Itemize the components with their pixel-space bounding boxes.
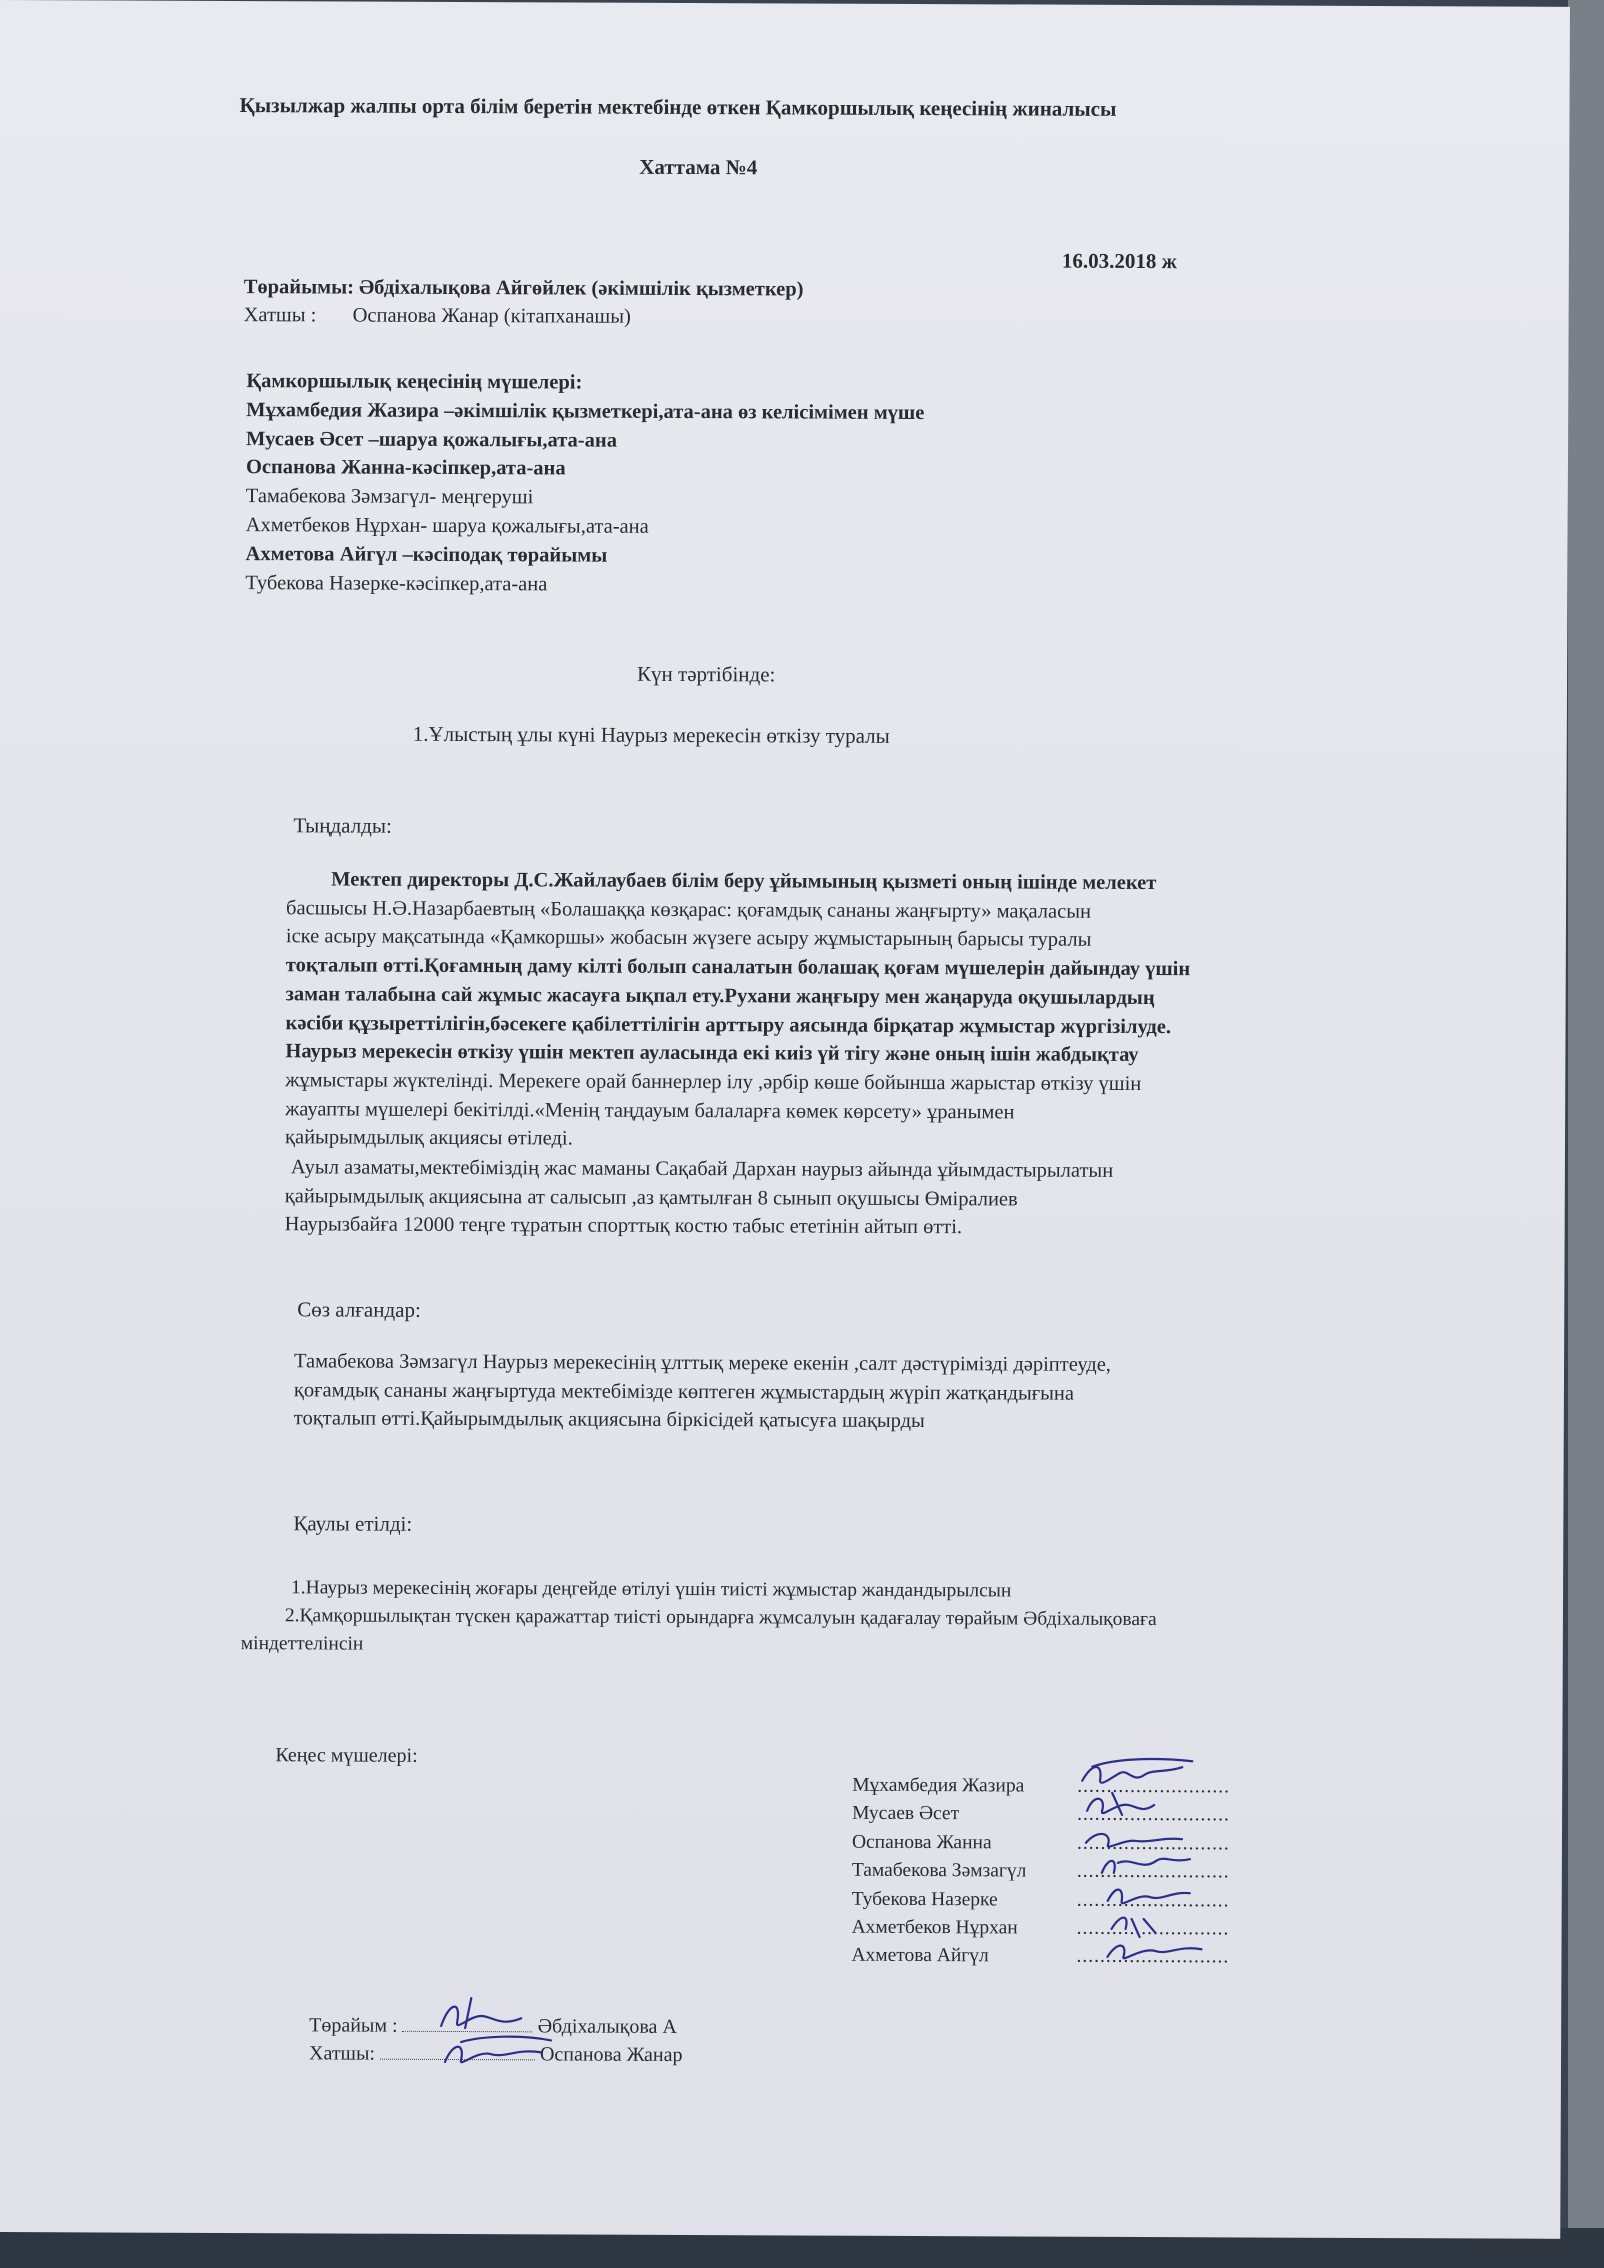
chair-sig-name: Әбдіхалықова А: [537, 2015, 677, 2038]
members-heading: Қамкоршылық кеңесінің мүшелері:: [246, 370, 583, 394]
member-item: Тамабекова Зәмзагүл- меңгеруші: [245, 485, 534, 509]
agenda-item: 1.Ұлыстың ұлы күні Наурыз мерекесін өткізу туралы: [412, 721, 890, 748]
member-item: Мусаев Әсет –шаруа қожалығы,ата-ана: [246, 427, 618, 452]
agenda-heading: Күн тәртібінде:: [637, 661, 776, 687]
handwritten-signatures: [1071, 1753, 1212, 1964]
secretary-name: Оспанова Жанар (кітапханашы): [352, 304, 631, 328]
secretary-sig-label: Хатшы:: [308, 2042, 376, 2065]
signatory-name: Мусаев Әсет: [852, 1803, 960, 1825]
signatory-row: [851, 1857, 1230, 1886]
member-item: Оспанова Жанна-кәсіпкер,ата-ана: [245, 456, 566, 480]
paragraph-line: заман талабына сай жұмыс жасауға ықпал ету.Рухани жаңғыру мен жаңаруда оқушылардың: [285, 983, 1155, 1009]
signatory-name: Оспанова Жанна: [851, 1831, 992, 1854]
paragraph-line: қоғамдық сананы жаңғыртуда мектебімізде көптеген жұмыстардың жүріп жатқандығына: [293, 1378, 1075, 1405]
secretary-label: Хатшы :: [243, 304, 317, 327]
heard-paragraph-2: [285, 1153, 1515, 1244]
secretary-sig-name: Оспанова Жанар: [539, 2043, 683, 2066]
signature-dots: ..........................: [1076, 1860, 1230, 1883]
signature-dots: ..........................: [1077, 1804, 1230, 1826]
paragraph-line: қайырымдылық акциясы өтіледі.: [284, 1126, 573, 1150]
background-edge: [1568, 0, 1604, 2268]
resolved-item: 2.Қамқоршылықтан түскен қаражаттар тиісті орындарға жұмсалуын қадағалау төрайым Әбдіхалықоваға: [284, 1605, 1157, 1631]
member-item: Ахметова Айгүл –кәсіподақ төрайымы: [245, 542, 608, 567]
signatory-name: Ахметбеков Нұрхан: [851, 1916, 1018, 1939]
council-label: Кеңес мүшелері:: [275, 1744, 418, 1767]
signature-dots: ..........................: [1076, 1946, 1230, 1968]
signatories-list: [851, 1772, 1231, 1971]
paragraph-line: тоқталып өтті.Қайырымдылық акциясына біркісідей қатысуға шақырды: [293, 1407, 925, 1433]
heard-heading: Тыңдалды:: [293, 813, 392, 838]
handwritten-signatures-bottom: [431, 1992, 561, 2073]
document-title: Қызылжар жалпы орта білім беретін мектебінде өткен Қамкоршылық кеңесінің жиналысы: [239, 93, 1117, 121]
member-item: Ахметбеков Нұрхан- шаруа қожалығы,ата-ана: [245, 514, 649, 538]
resolved-item: 1.Наурыз мерекесінің жоғары деңгейде өтілуі үшін тиісті жұмыстар жандандырылсын: [291, 1577, 1012, 1602]
secretary-line: [244, 304, 631, 329]
paragraph-line: басшысы Н.Ә.Назарбаевтың «Болашаққа көзқарас: қоғамдық сананы жаңғырту» мақаласын: [285, 896, 1092, 923]
paragraph-line: Ауыл азаматы,мектебіміздің жас маманы Сақабай Дархан наурыз айында ұйымдастырылатын: [290, 1156, 1114, 1182]
speakers-heading: Сөз алғандар:: [297, 1297, 421, 1322]
heard-paragraph: [285, 865, 1516, 1157]
signatory-row: [851, 1885, 1230, 1914]
signature-dots: ..........................: [1076, 1917, 1230, 1940]
signatory-name: Мұхамбедия Жазира: [852, 1774, 1025, 1797]
paragraph-line: жауапты мүшелері бекітілді.«Менің таңдауым балаларға көмек көрсету» ұранымен: [285, 1097, 1015, 1124]
paragraph-line: Мектеп директоры Д.С.Жайлаубаев білім беру ұйымының қызметі оның ішінде мелекет: [331, 868, 1157, 895]
members-block: [245, 367, 924, 600]
signatory-name: Тамабекова Зәмзагүл: [851, 1859, 1027, 1882]
paragraph-line: Наурыз мерекесін өткізу үшін мектеп ауласында екі киіз үй тігу және оның ішін жабдықтау: [285, 1040, 1139, 1067]
resolved-list: [240, 1574, 1157, 1662]
paragraph-line: жұмыстары жүктелінді. Мерекеге орай баннерлер ілу ,әрбір көше бойынша жарыстар өткізу үшін: [285, 1069, 1142, 1095]
resolved-item: міндеттелінсін: [240, 1633, 364, 1655]
signatory-name: Ахметова Айгүл: [851, 1945, 989, 1967]
paragraph-line: іске асыру мақсатында «Қамкоршы» жобасын жүзеге асыру жұмыстарының барысы туралы: [285, 925, 1092, 952]
paragraph-line: тоқталып өтті.Қоғамның даму кілті болып саналатын болашақ қоғам мүшелерін дайындау үшін: [285, 954, 1191, 981]
paragraph-line: Наурызбайға 12000 теңге тұратын спорттық костю табыс ететінін айтып өтті.: [284, 1213, 963, 1239]
signatory-row: [852, 1800, 1230, 1829]
signature-dots: ..........................: [1076, 1832, 1230, 1855]
member-item: Мұхамбедия Жазира –әкімшілік қызметкері,ата-ана өз келісімімен мүше: [246, 398, 925, 424]
paragraph-line: қайырымдылық акциясына ат салысып ,аз қамтылған 8 сынып оқушысы Өміралиев: [284, 1184, 1018, 1211]
chair-line: Төрайымы: Әбдіхалықова Айгөйлек (әкімшілік қызметкер): [243, 276, 804, 301]
paragraph-line: кәсіби құзыреттілігін,бәсекеге қабілеттілігін арттыру аясында бірқатар жұмыстар жүргізілуде.: [285, 1011, 1172, 1038]
chair-sig-label: Төрайым :: [309, 2014, 398, 2037]
signature-dots: ..........................: [1077, 1775, 1231, 1798]
paragraph-line: Тамабекова Зәмзагүл Наурыз мерекесінің ұлттық мереке екенін ,салт дәстүрімізді дәріптеуде,: [294, 1350, 1112, 1376]
signatory-row: [852, 1772, 1231, 1801]
member-item: Тубекова Назерке-кәсіпкер,ата-ана: [245, 571, 548, 595]
resolved-heading: Қаулы етілді:: [293, 1511, 413, 1536]
signature-dots: ..........................: [1076, 1889, 1230, 1911]
speakers-paragraph: [294, 1347, 1494, 1438]
document-date: 16.03.2018 ж: [1061, 248, 1177, 274]
signatory-row: [851, 1914, 1230, 1943]
signatory-row: [851, 1829, 1230, 1858]
protocol-number: Хаттама №4: [639, 154, 758, 180]
signatory-row: [851, 1942, 1230, 1971]
signatory-name: Тубекова Назерке: [851, 1888, 998, 1910]
